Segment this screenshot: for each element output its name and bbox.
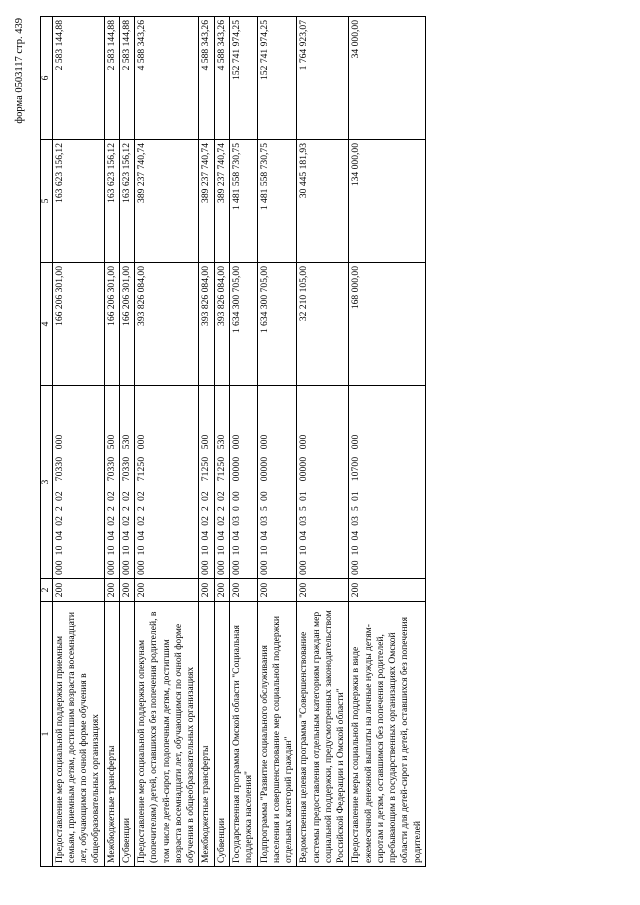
- row-executed: 163 623 156,12: [119, 140, 134, 263]
- row-name: Субвенции: [214, 602, 229, 867]
- row-executed: 389 237 740,74: [199, 140, 214, 263]
- row-budget-code: 000 10 04 03 5 01 00000 000: [297, 386, 349, 579]
- column-header: 4: [41, 263, 53, 386]
- column-header: 3: [41, 386, 53, 579]
- table-row: [214, 17, 229, 867]
- row-approved: 393 826 084,00: [199, 263, 214, 386]
- row-executed: 389 237 740,74: [135, 140, 199, 263]
- table-header-row: [41, 17, 53, 867]
- table-row: [199, 17, 214, 867]
- row-budget-code: 000 10 04 03 0 00 00000 000: [230, 386, 258, 579]
- table-row: [104, 17, 119, 867]
- row-budget-code: 000 10 04 02 2 02 70330 530: [119, 386, 134, 579]
- row-approved: 32 210 105,00: [297, 263, 349, 386]
- row-code: 200: [297, 579, 349, 602]
- row-unexecuted: 4 588 343,26: [199, 17, 214, 140]
- table-row: [230, 17, 258, 867]
- row-approved: 166 206 301,00: [52, 263, 104, 386]
- table-body: [52, 17, 425, 867]
- row-approved: 166 206 301,00: [104, 263, 119, 386]
- row-unexecuted: 34 000,00: [349, 17, 426, 140]
- row-name: Ведомственная целевая программа "Совершенствование системы предоставления отдельным категориям граждан мер социальной поддержки, предусмотренных законодательством Российской Федерации и Омской области": [297, 602, 349, 867]
- row-name: Предоставление меры социальной поддержки в виде ежемесячной денежной выплаты на личные нужды детям-сиротам и детям, оставшимся без попечения родителей, пребывающим в государственных организациях Омской области для детей-сирот и детей, оставшихся без попечения родителей: [349, 602, 426, 867]
- row-budget-code: 000 10 04 02 2 02 71250 530: [214, 386, 229, 579]
- row-name: Межбюджетные трансферты: [199, 602, 214, 867]
- row-unexecuted: 152 741 974,25: [257, 17, 297, 140]
- row-name: Предоставление мер социальной поддержки опекунам (попечителям) детей, оставшихся без попечения родителей, в том числе детей-сирот, подопечным детям, достигшим возраста восемнадцати лет, обучающимся по очной форме обучения в общеобразовательных организациях: [135, 602, 199, 867]
- row-name: Субвенции: [119, 602, 134, 867]
- table-row: [349, 17, 426, 867]
- table-row: [52, 17, 104, 867]
- row-code: 200: [214, 579, 229, 602]
- row-unexecuted: 4 588 343,26: [135, 17, 199, 140]
- row-name: Государственная программа Омской области "Социальная поддержка населения": [230, 602, 258, 867]
- column-header: 6: [41, 17, 53, 140]
- row-code: 200: [199, 579, 214, 602]
- row-unexecuted: 1 764 923,07: [297, 17, 349, 140]
- column-header: 1: [41, 602, 53, 867]
- table-row: [135, 17, 199, 867]
- row-approved: 168 000,00: [349, 263, 426, 386]
- row-code: 200: [257, 579, 297, 602]
- row-code: 200: [230, 579, 258, 602]
- row-budget-code: 000 10 04 03 5 01 10700 000: [349, 386, 426, 579]
- column-header: 2: [41, 579, 53, 602]
- row-executed: 163 623 156,12: [104, 140, 119, 263]
- row-budget-code: 000 10 04 02 2 02 70330 000: [52, 386, 104, 579]
- row-name: Предоставление мер социальной поддержки приемным семьям, приемным детям, достигшим возраста восемнадцати лет, обучающимся по очной форме обучения в общеобразовательных организациях: [52, 602, 104, 867]
- row-code: 200: [52, 579, 104, 602]
- row-approved: 393 826 084,00: [214, 263, 229, 386]
- row-code: 200: [135, 579, 199, 602]
- row-approved: 393 826 084,00: [135, 263, 199, 386]
- table-row: [257, 17, 297, 867]
- form-label: форма 0503117 стр. 439: [14, 18, 25, 124]
- row-unexecuted: 2 583 144,88: [52, 17, 104, 140]
- row-executed: 30 445 181,93: [297, 140, 349, 263]
- row-unexecuted: 4 588 343,26: [214, 17, 229, 140]
- row-unexecuted: 152 741 974,25: [230, 17, 258, 140]
- row-code: 200: [104, 579, 119, 602]
- row-budget-code: 000 10 04 03 5 00 00000 000: [257, 386, 297, 579]
- row-code: 200: [119, 579, 134, 602]
- row-executed: 1 481 558 730,75: [257, 140, 297, 263]
- row-executed: 1 481 558 730,75: [230, 140, 258, 263]
- row-budget-code: 000 10 04 02 2 02 70330 500: [104, 386, 119, 579]
- row-name: Межбюджетные трансферты: [104, 602, 119, 867]
- row-approved: 1 634 300 705,00: [230, 263, 258, 386]
- row-name: Подпрограмма "Развитие социального обслуживания населения и совершенствование мер социальной поддержки отдельных категорий граждан": [257, 602, 297, 867]
- budget-table: [40, 16, 426, 867]
- row-approved: 1 634 300 705,00: [257, 263, 297, 386]
- row-budget-code: 000 10 04 02 2 02 71250 500: [199, 386, 214, 579]
- row-executed: 163 623 156,12: [52, 140, 104, 263]
- row-code: 200: [349, 579, 426, 602]
- row-executed: 134 000,00: [349, 140, 426, 263]
- row-unexecuted: 2 583 144,88: [119, 17, 134, 140]
- column-header: 5: [41, 140, 53, 263]
- row-unexecuted: 2 583 144,88: [104, 17, 119, 140]
- row-executed: 389 237 740,74: [214, 140, 229, 263]
- row-approved: 166 206 301,00: [119, 263, 134, 386]
- table-row: [297, 17, 349, 867]
- row-budget-code: 000 10 04 02 2 02 71250 000: [135, 386, 199, 579]
- table-row: [119, 17, 134, 867]
